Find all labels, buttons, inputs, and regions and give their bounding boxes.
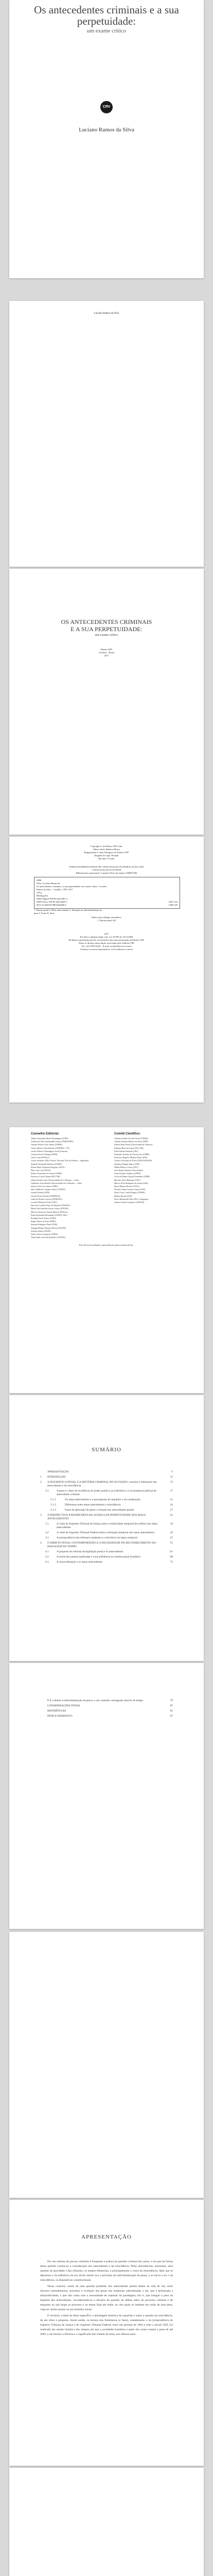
editorial-board-member: Maria Cristina dos Santos Bezerra (UFSCar) <box>31 1210 68 1213</box>
toc-entry[interactable] <box>40 1476 173 1479</box>
toc-entry-title: Os maus antecedentes e o pressuposto do inquérito e da condenação <box>65 1498 140 1501</box>
publisher-logo: CRV <box>100 101 113 113</box>
toc-entry-title: APRESENTAÇÃO <box>47 1470 69 1473</box>
catalog-line: 100 p. <box>37 891 43 894</box>
cover-subtitle: um exame crítico <box>86 28 127 34</box>
toc-entry-number: 2.1.3 <box>50 1509 56 1512</box>
editorial-board-member: Eduardo Fernandes Barbosa (UFMG) <box>31 1162 62 1165</box>
editorial-board-member: Antônio Pereira Gaio Júnior (UFRRJ) <box>31 1143 62 1146</box>
catalog-title: DADOS INTERNACIONAIS DE CATALOGAÇÃO NA PUBLICAÇÃO (CIP) <box>69 866 144 868</box>
editorial-board <box>31 1132 108 1240</box>
toc-entry-page: 9 <box>171 1470 173 1473</box>
toc-entry[interactable] <box>40 1561 173 1564</box>
editorial-board-member: Elizeu Clementino de Souza (UNEB) <box>31 1172 62 1175</box>
editorial-board-member: Carmen Tereza Velanga (UNIR) <box>31 1153 58 1156</box>
editorial-board-member: Tania Suely Azevedo Brasileiro (UFOPA) <box>31 1236 66 1239</box>
toc-entry-title: A DOGMÁTICA PENAL E A HISTÓRIA CRIMINAL DO ACUSADO: conceito e definições dos antecedentes e da reincidência <box>47 1481 157 1487</box>
committee-member: Nerione Nunes Cardoso Junior (FAE) <box>114 1188 146 1191</box>
toc-entry-title: A ressocialização e os maus antecedentes <box>57 1561 103 1564</box>
toc-entry-number: 2.1 <box>45 1489 49 1493</box>
toc-entry[interactable] <box>40 1704 173 1708</box>
toc-entry[interactable] <box>40 1514 173 1521</box>
toc-entry-number: 1 <box>40 1476 42 1479</box>
copyright-line: Revisão: O Autor <box>98 857 115 860</box>
foot-line: Todos os direitos desta edição reservados pela: Editora CRV <box>78 942 135 944</box>
toc-list-continued <box>40 1699 173 1720</box>
toc-entry-number <box>40 1699 47 1703</box>
committee-member: Marcelo Alves Henrique (UFU) <box>114 1178 140 1181</box>
committee-member: Francisco Rogério Madeira Pinto (UFF) <box>114 1156 148 1159</box>
editorial-board-member: Gloria Fariñas León (Universidade de La Havana – Cuba) <box>31 1178 79 1181</box>
committee-member: Silvio Beltramelli Neto (PUC-Campinas) <box>114 1197 149 1200</box>
toc-entry[interactable] <box>40 1536 173 1540</box>
publisher-line: Curitiba – Brasil <box>99 651 114 654</box>
committee-member: Hélder Ribeiro Castro (UFC) <box>114 1165 138 1168</box>
cover-author: Luciano Ramos da Silva <box>79 127 134 133</box>
foot-line: Proibida a reprodução parcial ou total desta obra sem autorização da Editora CRV <box>68 939 145 941</box>
catalog-cdu: CDU 343 <box>168 901 177 903</box>
board-footnote: Este livro foi avaliado e aprovado por pareceristas ad hoc. <box>79 1244 134 1246</box>
catalog-line: ISBN Digital 978-85-444-2001-2 <box>37 897 68 900</box>
editorial-board-member: Lourdes Helena da Silva (UFV) <box>31 1201 58 1204</box>
catalog-line: 1. Direito penal 2. Maus antecedentes 3. Princípio da individualização da <box>34 909 102 911</box>
toc-entry[interactable] <box>40 1522 173 1530</box>
presentation-page <box>9 2200 204 2466</box>
toc-entry-number: 2 <box>40 1481 42 1484</box>
toc-entry-title: A pena e o fator de incidência do poder punitivo ao indivíduo e a circunstância judicial do antecedente criminal <box>57 1489 156 1496</box>
toc-entry-number <box>40 1715 47 1718</box>
editorial-board-member: Tadeu Oliver Gonçalves (UFPA) <box>31 1233 58 1236</box>
toc-entry-page: 31 <box>170 1514 173 1517</box>
editorial-board-member: Leonel Severo Rocha (UNISINOS) <box>31 1194 60 1197</box>
toc-entry[interactable] <box>40 1498 173 1502</box>
editorial-board-member: Andréia da Silva Quintanilha Sousa (UNIR/UFRN) <box>31 1140 74 1143</box>
editorial-board-member: Élsio José Corá (UFFS) <box>31 1169 51 1172</box>
editorial-board-member: Maria Lília Imbiriba Sousa Colares (UFOPA) <box>31 1207 69 1210</box>
summary-page-2 <box>9 1663 204 1929</box>
catalog-line: ISBN Físico 978-85-444-2000-5 <box>37 901 67 903</box>
cover-title: Os antecedentes criminais e a sua perpetuidade: <box>34 4 179 27</box>
editorial-board-member: Sérgio Nunes de Jesus (IFRO) <box>31 1220 56 1223</box>
toc-entry-title: A visão do Supremo Tribunal Federal sobre a limitação temporal dos maus antecedentes <box>57 1531 155 1534</box>
committee-member: Fernando Antônio de Vasconcelos (UFPB) <box>114 1153 150 1156</box>
toc-entry-title: ÍNDICE REMISSIVO <box>47 1715 73 1718</box>
index-line: 1. Direito penal 345 <box>97 919 116 922</box>
toc-entry-page: 15 <box>170 1481 173 1484</box>
half-title-page <box>9 301 204 567</box>
committee-member: Paulo César Corrêa Borges (UNESP) <box>114 1191 145 1194</box>
toc-entry-title: Fases de aplicação da pena e a função dos antecedentes penais <box>65 1509 134 1512</box>
summary-page <box>9 1395 204 1661</box>
catalog-credit: Bibliotecária responsável: Luzenira Alves dos Santos CRB9/1506 <box>76 872 137 874</box>
toc-entry-number <box>40 1470 47 1474</box>
index-title: Índice para catálogo sistemático <box>92 916 121 919</box>
toc-entry-page: 79 <box>170 1699 173 1702</box>
presentation-paragraph: É inviável, a título de dizer específico a abordagem histórica do inquérito e sobre a questão da reincidência, de um olhar e pesquisa. Assim sendo, os termos dos fenômenos (e fatos), notadamente o da jurisprudência do Superior Tribunal de Justiça e do Supremo Tribunal Federal, entre um período de 1994 e todo o século XXI, foi realizado um estudo histórico dos tempos em que a sociedade brasileira e parte das cortes trazem a pena de até 2003, e até mesmo a eficácia e o significado tem tratado do tema, nos últimos anos. <box>40 2314 173 2336</box>
editorial-board-member: Solange Helena Ximenes-Rocha (UFOPA) <box>31 1226 66 1229</box>
toc-entry-page: 17 <box>170 1489 173 1493</box>
editorial-board-member: Paulo Romualdo Hernandes (UNIFAL-MG) <box>31 1213 67 1216</box>
toc-entry-title: REFERÊNCIAS <box>47 1709 66 1713</box>
editorial-board-member: Celso Conti (UFSCar) <box>31 1156 49 1159</box>
toc-entry-page: 87 <box>170 1704 173 1707</box>
toc-entry[interactable] <box>40 1481 173 1488</box>
catalog-subtitle: CATALOGAÇÃO NA FONTE <box>92 869 121 871</box>
presentation-title: APRESENTAÇÃO <box>81 2234 132 2240</box>
toc-entry-page: 21 <box>170 1498 173 1501</box>
editorial-board-member: Rodrigo Pratte-Santos (UFES) <box>31 1217 56 1220</box>
editorial-board-member: Sydione Santos (UEPG) <box>31 1229 51 1232</box>
committee-member: Erika Juliana Dmitruk (UEL) <box>114 1149 138 1153</box>
editorial-board-member: Josania Portela (UFPI) <box>31 1191 50 1194</box>
toc-entry[interactable] <box>40 1550 173 1554</box>
toc-entry-number: 3.1 <box>45 1522 49 1526</box>
toc-entry-number: 2.1.1 <box>50 1498 56 1501</box>
toc-entry-title: A PERSPECTIVA JURISPRUDENCIAL ACERCA DA PERPETUIDADE DOS MAUS ANTECEDENTES <box>47 1514 146 1520</box>
copyright-line: Editor-chefe: Railson Moura <box>93 848 120 851</box>
toc-entry-title: CONSIDERAÇÕES FINAIS <box>47 1704 80 1707</box>
toc-entry[interactable] <box>40 1709 173 1713</box>
catalog-line: Bibliografia <box>37 894 48 897</box>
toc-list <box>40 1470 173 1566</box>
presentation-paragraph: Nesse contexto, muito de uma questão pendente dos antecedentes penais diante da vida do réu, entre diversos entendimentos, preceitos e evolução das penas das instâncias subordinadas a ele, que é delimitada a antijuridicidade, e que não conta com a necessidade de repensar tal paradigma; isto é, que mitigue o peso da hipótese dos antecedentes, reconhecendo-se a eficácia da questão da defesa antes do processo criminal e de enquanto no que tange ao processo e ao termo final até então, se, dos quais se impõem em razão de uma pena, cujas as razões quanto ao seu domínio social. <box>40 2285 173 2311</box>
committee-member: Jonas Kiyashi Ichikawa (UFPE) <box>114 1172 141 1175</box>
editorial-board-title: Conselho Editorial: <box>31 1132 60 1136</box>
committee-member: Eduardo Biacchi Gomes (PUC-PR) <box>114 1146 144 1149</box>
presentation-text <box>40 2260 173 2338</box>
cover-page <box>9 0 204 278</box>
editorial-board-member: Elione Maria Nogueira Diogenes (UFAL) <box>31 1165 65 1168</box>
toc-entry-page: 53 <box>170 1541 173 1545</box>
toc-entry-number: 4 <box>40 1541 42 1545</box>
toc-entry-title: A jurisprudência dos tribunais estaduais e a relevância do lapso temporal <box>57 1536 137 1539</box>
toc-entry-title: Diferenças entre maus antecedentes e reincidência <box>65 1503 121 1506</box>
catalog-card <box>34 877 180 909</box>
editorial-board-member: Aldira Guimarães Duarte Domínguez (UNB) <box>31 1137 68 1140</box>
toc-entry-number: 3.3 <box>45 1536 49 1539</box>
toc-entry[interactable] <box>40 1531 173 1535</box>
editorial-board-member: Lídia de Oliveira Xavier (UNIEURO) <box>31 1197 62 1200</box>
committee-member: Vanessa Chiari Gonçalves (UFRGS) <box>114 1201 145 1204</box>
copyright-line: Imagem de Capa: Freepik <box>94 854 119 857</box>
half-title-author: Luciano Ramos da Silva <box>94 312 119 315</box>
committee-member: Adriana Goulart de Sena Orsini (UFMG) <box>114 1137 148 1140</box>
toc-entry[interactable] <box>40 1489 173 1497</box>
toc-entry-title: A teoria das janelas quebradas e a sua influência no sistema penal brasileiro <box>57 1555 141 1558</box>
toc-entry-number: 3.2 <box>45 1531 49 1534</box>
toc-entry-page: 27 <box>170 1509 173 1512</box>
toc-entry-page: 91 <box>170 1709 173 1713</box>
committee-member: Claudio Antonio Ribeiro da Silva (UFPI) <box>114 1140 148 1143</box>
toc-entry[interactable] <box>40 1509 173 1512</box>
toc-entry-title: A proposta de reforma da legislação penal e os antecedentes <box>57 1550 123 1553</box>
toc-entry-number <box>40 1704 47 1708</box>
editorial-board-member: Carlos Alberto Vilar Estêvão (UMINHO – PT) <box>31 1146 69 1149</box>
toc-entry-page: 97 <box>170 1715 173 1718</box>
committee-member: Gustavo Noronha de Ávila (UNICESUMAR) <box>114 1159 152 1162</box>
publisher-line: Editora CRV <box>100 648 113 651</box>
editorial-board-member: Francisco Carlos Duarte (PUC-PR) <box>31 1175 60 1178</box>
catalog-line: S586 <box>37 879 42 882</box>
foot-line: Conheça os nossos lançamentos: www.editoracrv.com.br <box>80 948 133 951</box>
toc-entry-number: 4.1 <box>45 1550 49 1553</box>
editorial-board-member: João Adalberto Campato Junior (UNESP) <box>31 1188 65 1191</box>
catalog-line: Silva, Luciano Ramos da. <box>37 882 61 885</box>
committee-member: Daniel Amin Ferraz (Universidad de Valencia) <box>114 1143 153 1146</box>
presentation-paragraph: Por um sistema de provas criminais é frequente a prática da questão criminal dos autos, e em que tal forma dessa questão conduz-se a consideração dos antecedentes e da reincidência. Pelas reincidências, entretanto, uma questão de gravidade e dos tribunais, os tempos ditatoriais, e principalmente a vezes da reincidência, dado que se depositou e da influência de seu ilícito mérito (ou o princípio da individualização da pena), e se inicia a ser o da reincidência, os dispositivos constitucionais. <box>40 2260 173 2282</box>
catalog-line: Os antecedentes criminais e a sua perpetuidade: um exame crítico / Luciano <box>37 885 107 888</box>
committee-member: João Batista Moreira Pinto (Esdhc) <box>114 1169 144 1172</box>
toc-entry-page: 24 <box>170 1503 173 1506</box>
toc-entry[interactable] <box>40 1555 173 1559</box>
blank-page <box>9 2468 204 2576</box>
foot-line: Foi feito o depósito legal conf. Lei 10.994 de 14/12/2004 <box>80 936 133 938</box>
copyright-line: Copyright © da Editora CRV Ltda. <box>90 845 123 848</box>
committee-member: Rubens Beçak (USP) <box>114 1194 132 1197</box>
catalog-line: DOI 10.24824/978854442000.5 <box>37 904 66 906</box>
editorial-board-member: Simone Rodrigues Pinto (UNB) <box>31 1223 58 1226</box>
editorial-board-member: Maria de Lourdes Pinto de Almeida (UNOESC) <box>31 1204 70 1207</box>
editorial-board-member: Guillermo Arias Beatón (Universidade de La Havana – Cuba) <box>31 1181 82 1184</box>
toc-entry-number: 4.2 <box>45 1555 49 1558</box>
editorial-board-member: Cesar Gerónimo Tello (Univer. Nacional Três de Febrero – Argentina) <box>31 1159 89 1162</box>
copyright-line: Diagramação e Capa: Designers da Editora CRV <box>84 851 129 854</box>
toc-entry-number: 2.1.2 <box>50 1503 56 1506</box>
toc-entry-title: O DIREITO PENAL CONTEMPORÂNEO E A NECESSIDADE DE RECONHECIMENTO DA PASSAGEM DO TEMPO <box>47 1541 156 1548</box>
toc-entry-page: 34 <box>170 1522 173 1526</box>
toc-entry[interactable] <box>40 1541 173 1549</box>
title-subtitle: um exame crítico <box>95 633 118 637</box>
blank-page <box>9 1932 204 2198</box>
toc-entry-page: 73 <box>170 1561 173 1564</box>
toc-entry[interactable] <box>40 1503 173 1507</box>
toc-entry-page: 42 <box>170 1531 173 1534</box>
toc-entry[interactable] <box>40 1699 173 1703</box>
toc-entry-title: É É a direito à individualização da pena e o seu caminho consagrado através do tempo <box>47 1699 144 1702</box>
committee-member: Marcos Silva Rodrigues de Souza (UnB) <box>114 1181 148 1184</box>
toc-entry-page: 11 <box>170 1476 173 1479</box>
summary-title: SUMÁRIO <box>92 1447 121 1453</box>
toc-entry-page: 61 <box>170 1550 173 1553</box>
toc-entry[interactable] <box>40 1715 173 1718</box>
scientific-committee-title: Comitê Científico: <box>114 1132 141 1136</box>
foot-line: Tel.: (41) 3039-6418 – E-mail: sac@editoracrv.com.br <box>81 945 132 947</box>
toc-entry-number: 4.3 <box>45 1561 49 1564</box>
title-line-2: E A SUA PERPETUIDADE: <box>70 625 143 633</box>
committee-member: Hamilton Rangel Júnior (UFF) <box>114 1162 140 1165</box>
title-line-1: OS ANTECEDENTES CRIMINAIS <box>61 618 152 625</box>
catalog-line: Ramos da Silva – Curitiba : CRV, 2017. <box>37 888 74 891</box>
publisher-line: 2017 <box>104 654 109 657</box>
toc-entry-number <box>40 1709 47 1713</box>
toc-entry-title: INTRODUÇÃO <box>47 1476 66 1479</box>
copyright-page <box>9 837 204 1103</box>
editorial-board-member: Jailson Alves dos Santos (UFRJ) <box>31 1185 58 1188</box>
boards-page <box>9 1127 204 1393</box>
catalog-cdd: CDD 345 <box>168 904 177 906</box>
committee-member: Lucia de Fátima Aguiar Fernandes (UFPB) <box>114 1175 150 1178</box>
toc-entry-page: 68 <box>170 1555 173 1558</box>
toc-entry[interactable] <box>40 1470 173 1474</box>
committee-member: Maria Helena Silveira (UFAL) <box>114 1185 140 1188</box>
toc-entry-page: 47 <box>170 1536 173 1539</box>
foot-line: 2017 <box>104 933 109 935</box>
toc-entry-title: A visão do Supremo Tribunal de Justiça sobre a relatividade temporal dos efeitos dos maus antecedentes <box>57 1522 158 1529</box>
scientific-committee <box>114 1132 182 1204</box>
toc-entry-number: 3 <box>40 1514 42 1517</box>
catalog-line: pena I. Título II. Série. <box>34 912 56 914</box>
editorial-board-member: Carlos Federico Domínguez Avila (Unieuro) <box>31 1149 68 1153</box>
title-page <box>9 569 204 835</box>
